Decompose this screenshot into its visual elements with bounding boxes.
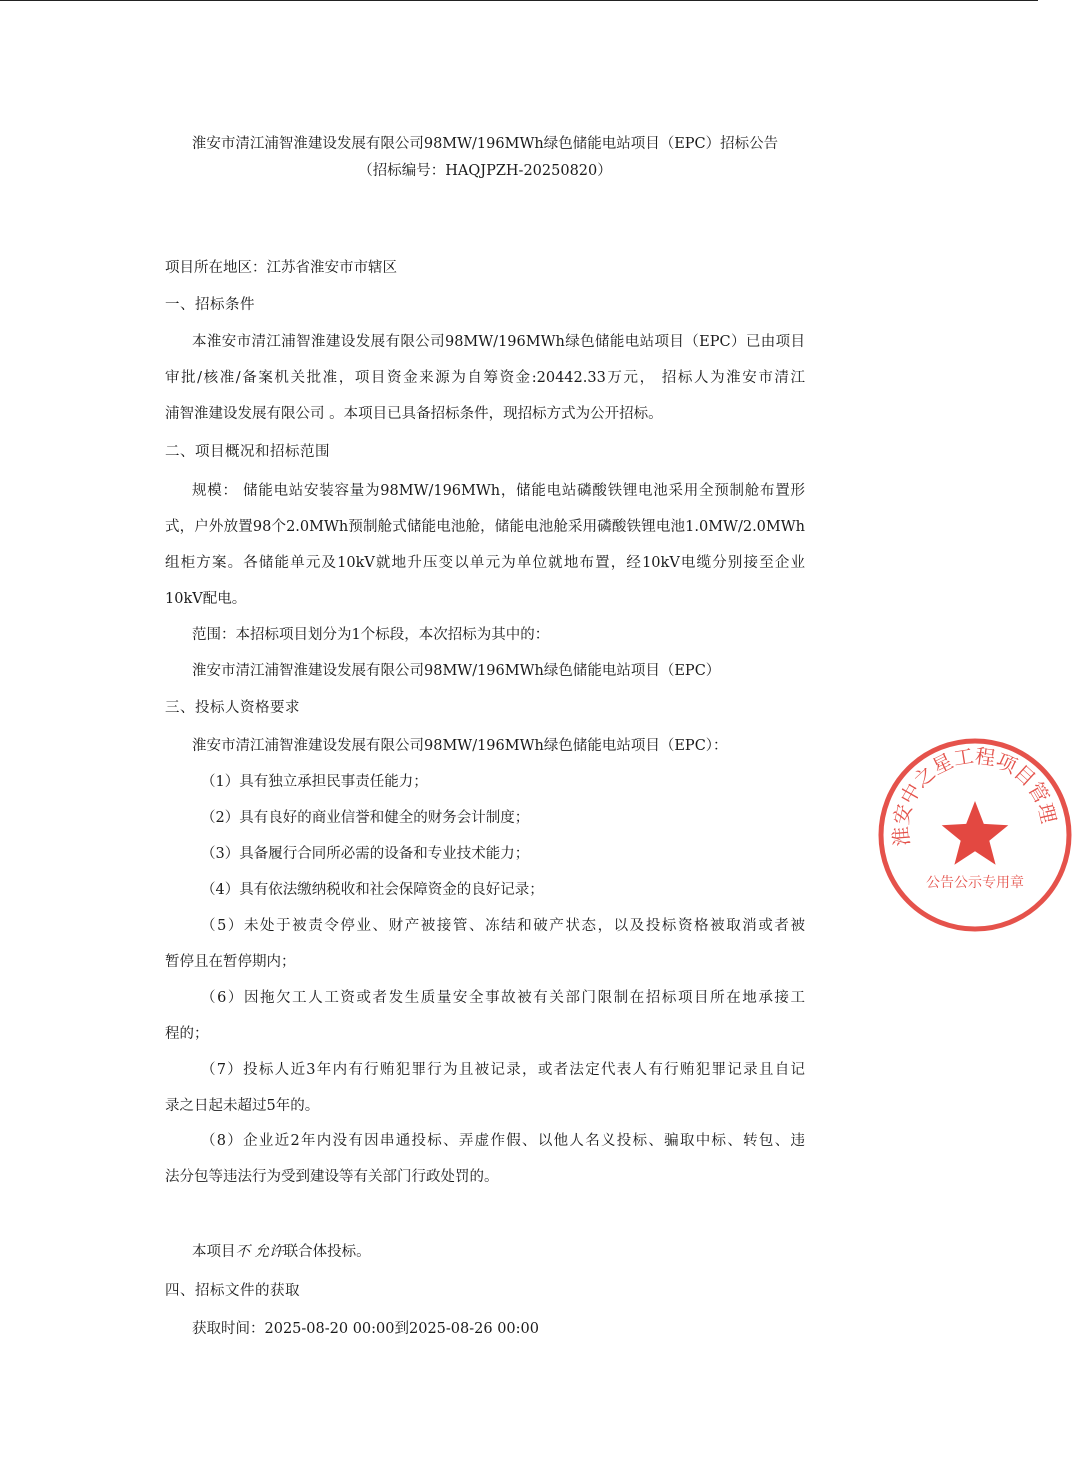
document-title: 淮安市清江浦智淮建设发展有限公司98MW/196MWh绿色储能电站项目（EPC）招标公告 — [191, 136, 779, 152]
seal-graphic — [875, 735, 1075, 935]
requirement-item: （3）具备履行合同所必需的设备和专业技术能力； — [201, 846, 530, 862]
joint-bidding-note — [192, 1242, 371, 1262]
requirement-item: （7）投标人近3年内有行贿犯罪行为且被记录，或者法定代表人有行贿犯罪记录且自记 — [201, 1062, 805, 1078]
s1-paragraph-line: 浦智淮建设发展有限公司 。本项目已具备招标条件，现招标方式为公开招标。 — [165, 406, 663, 422]
s2-scale-line: 10kV配电。 — [165, 591, 247, 607]
acquisition-time: 获取时间：2025-08-20 00:00到2025-08-26 00:00 — [192, 1321, 539, 1337]
joint-allowed-value: 不 允许 — [235, 1244, 284, 1260]
s2-scale-line: 规模： 储能电站安装容量为98MW/196MWh，储能电站磷酸铁锂电池采用全预制舱布置形 — [192, 483, 805, 499]
project-region: 项目所在地区：江苏省淮安市市辖区 — [165, 260, 397, 276]
requirement-item: （5）未处于被责令停业、财产被接管、冻结和破产状态，以及投标资格被取消或者被 — [201, 918, 805, 934]
section-4-heading: 四、招标文件的获取 — [165, 1283, 300, 1299]
s1-paragraph-line: 审批/核准/备案机关批准，项目资金来源为自筹资金:20442.33万元， 招标人为淮安市清江 — [165, 370, 805, 386]
joint-suffix: 联合体投标。 — [283, 1244, 371, 1260]
section-2-heading: 二、项目概况和招标范围 — [165, 444, 330, 460]
requirement-item-cont: 程的； — [165, 1026, 209, 1042]
joint-prefix: 本项目 — [192, 1244, 236, 1260]
requirement-item-cont: 录之日起未超过5年的。 — [165, 1098, 320, 1114]
section-3-heading: 三、投标人资格要求 — [165, 700, 300, 716]
requirement-item: （4）具有依法缴纳税收和社会保障资金的良好记录； — [201, 882, 544, 898]
s1-paragraph-line: 本淮安市清江浦智淮建设发展有限公司98MW/196MWh绿色储能电站项目（EPC）已由项目 — [192, 334, 805, 350]
s2-scale-line: 式，户外放置98个2.0MWh预制舱式储能电池舱，储能电池舱采用磷酸铁锂电池1.0MW/2.0MWh — [165, 519, 805, 535]
section-1-heading: 一、招标条件 — [165, 297, 255, 313]
official-seal-stamp — [875, 735, 1075, 935]
seal-outer-text: 淮安中之星工程项目管理 — [888, 743, 1061, 848]
requirement-item-cont: 暂停且在暂停期内； — [165, 954, 296, 970]
requirement-item: （6）因拖欠工人工资或者发生质量安全事故被有关部门限制在招标项目所在地承接工 — [201, 990, 805, 1006]
requirement-item: （2）具有良好的商业信誉和健全的财务会计制度； — [201, 810, 530, 826]
requirement-item: （1）具有独立承担民事责任能力； — [201, 774, 428, 790]
requirement-item: （8）企业近2年内没有因串通投标、弄虚作假、以他人名义投标、骗取中标、转包、违 — [201, 1133, 805, 1149]
requirement-item-cont: 法分包等违法行为受到建设等有关部门行政处罚的。 — [165, 1169, 499, 1185]
s2-scale-line: 组柜方案。各储能单元及10kV就地升压变以单元为单位就地布置，经10kV电缆分别接至企业 — [165, 555, 805, 571]
s2-range: 范围：本招标项目划分为1个标段，本次招标为其中的： — [192, 627, 550, 643]
page-top-border — [0, 0, 1038, 1]
star-icon — [942, 801, 1009, 865]
tender-number: （招标编号：HAQJPZH-20250820） — [358, 163, 612, 179]
s3-intro: 淮安市清江浦智淮建设发展有限公司98MW/196MWh绿色储能电站项目（EPC）： — [192, 738, 728, 754]
seal-inner-text: 公告公示专用章 — [926, 875, 1024, 891]
s2-project-name: 淮安市清江浦智淮建设发展有限公司98MW/196MWh绿色储能电站项目（EPC） — [192, 663, 721, 679]
